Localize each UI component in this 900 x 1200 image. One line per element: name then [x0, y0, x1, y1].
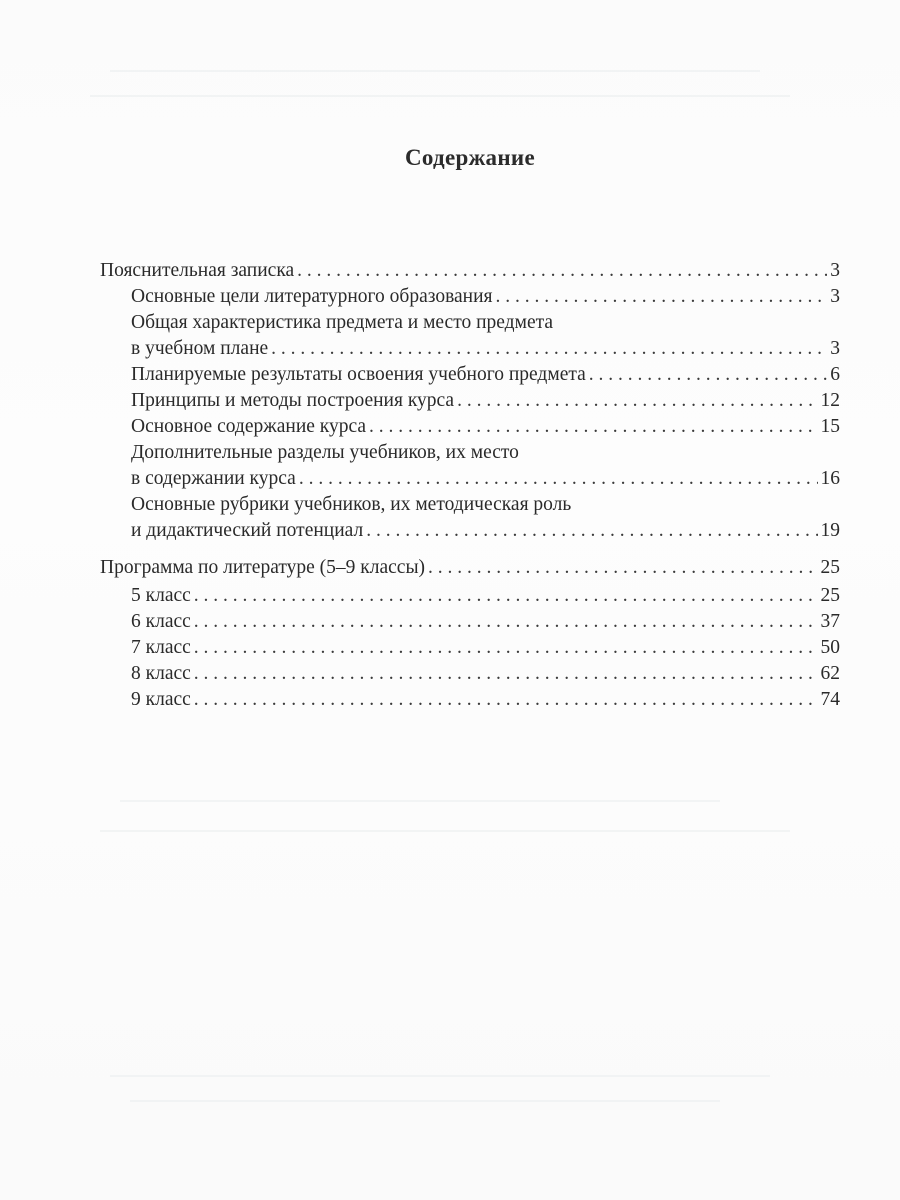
toc-entry-grade-7 — [100, 635, 840, 661]
toc-entry-grade-6 — [100, 609, 840, 635]
toc-leader-dots — [428, 555, 817, 581]
toc-leader-dots — [271, 336, 827, 362]
toc-entry-label: 5 класс — [131, 585, 191, 606]
toc-section-literature-program — [100, 555, 840, 581]
toc-entry-label: 8 класс — [131, 663, 191, 684]
toc-entry-label: Программа по литературе (5–9 классы) — [100, 557, 426, 578]
toc-entry-label: Принципы и методы построения курса — [131, 390, 455, 411]
toc-page-number: 37 — [820, 611, 840, 632]
toc-page-number: 25 — [820, 585, 840, 606]
toc-leader-dots — [194, 661, 818, 687]
toc-entry-label-line-1: Общая характеристика предмета и место предмета — [131, 312, 554, 333]
table-of-contents — [100, 258, 840, 713]
toc-leader-dots — [589, 362, 827, 388]
toc-page-number: 12 — [820, 390, 840, 411]
page-title: Содержание — [405, 145, 535, 170]
toc-leader-dots — [194, 687, 818, 713]
toc-entry-label-line-2: и дидактический потенциал — [131, 520, 364, 541]
toc-page-number: 50 — [820, 637, 840, 658]
toc-section-explanatory-note — [100, 258, 840, 284]
toc-entry — [100, 310, 840, 362]
show-through-artifact — [90, 95, 790, 97]
toc-entry-label: Основное содержание курса — [131, 416, 367, 437]
toc-leader-dots — [496, 284, 828, 310]
toc-leader-dots — [457, 388, 817, 414]
section-spacer — [100, 544, 840, 555]
show-through-artifact — [130, 1100, 720, 1102]
toc-entry-label-line-1: Дополнительные разделы учебников, их место — [131, 442, 519, 463]
toc-page-number: 62 — [820, 663, 840, 684]
toc-entry-label-line-1: Основные рубрики учебников, их методическая роль — [131, 494, 572, 515]
toc-entry — [100, 414, 840, 440]
toc-entry-label: Пояснительная записка — [100, 260, 295, 281]
toc-page-number: 6 — [830, 364, 840, 385]
toc-entry-label: Планируемые результаты освоения учебного предмета — [131, 364, 586, 385]
show-through-artifact — [110, 70, 760, 72]
toc-entry — [100, 492, 840, 544]
toc-leader-dots — [194, 609, 818, 635]
toc-page-number: 15 — [820, 416, 840, 437]
toc-page-number: 74 — [820, 689, 840, 710]
show-through-artifact — [110, 1075, 770, 1077]
toc-page-number: 3 — [830, 260, 840, 281]
toc-page-number: 19 — [820, 520, 840, 541]
toc-entry-label: Основные цели литературного образования — [131, 286, 493, 307]
toc-leader-dots — [299, 466, 818, 492]
toc-leader-dots — [194, 583, 818, 609]
toc-leader-dots — [194, 635, 818, 661]
toc-entry — [100, 440, 840, 492]
toc-entry-grade-9 — [100, 687, 840, 713]
toc-entry-label-line-2: в содержании курса — [131, 468, 296, 489]
toc-page-number: 3 — [830, 286, 840, 307]
toc-entry-label: 6 класс — [131, 611, 191, 632]
toc-leader-dots — [297, 258, 827, 284]
toc-entry — [100, 388, 840, 414]
show-through-artifact — [120, 800, 720, 802]
show-through-artifact — [100, 830, 790, 832]
toc-entry-label: 9 класс — [131, 689, 191, 710]
toc-entry-label-line-2: в учебном плане — [131, 338, 269, 359]
toc-entry — [100, 362, 840, 388]
toc-entry-label: 7 класс — [131, 637, 191, 658]
toc-entry-grade-8 — [100, 661, 840, 687]
toc-page-number: 3 — [830, 338, 840, 359]
toc-entry — [100, 284, 840, 310]
toc-entry-grade-5 — [100, 583, 840, 609]
toc-leader-dots — [366, 518, 817, 544]
toc-page-number: 25 — [820, 557, 840, 578]
toc-leader-dots — [369, 414, 817, 440]
toc-page-number: 16 — [820, 468, 840, 489]
